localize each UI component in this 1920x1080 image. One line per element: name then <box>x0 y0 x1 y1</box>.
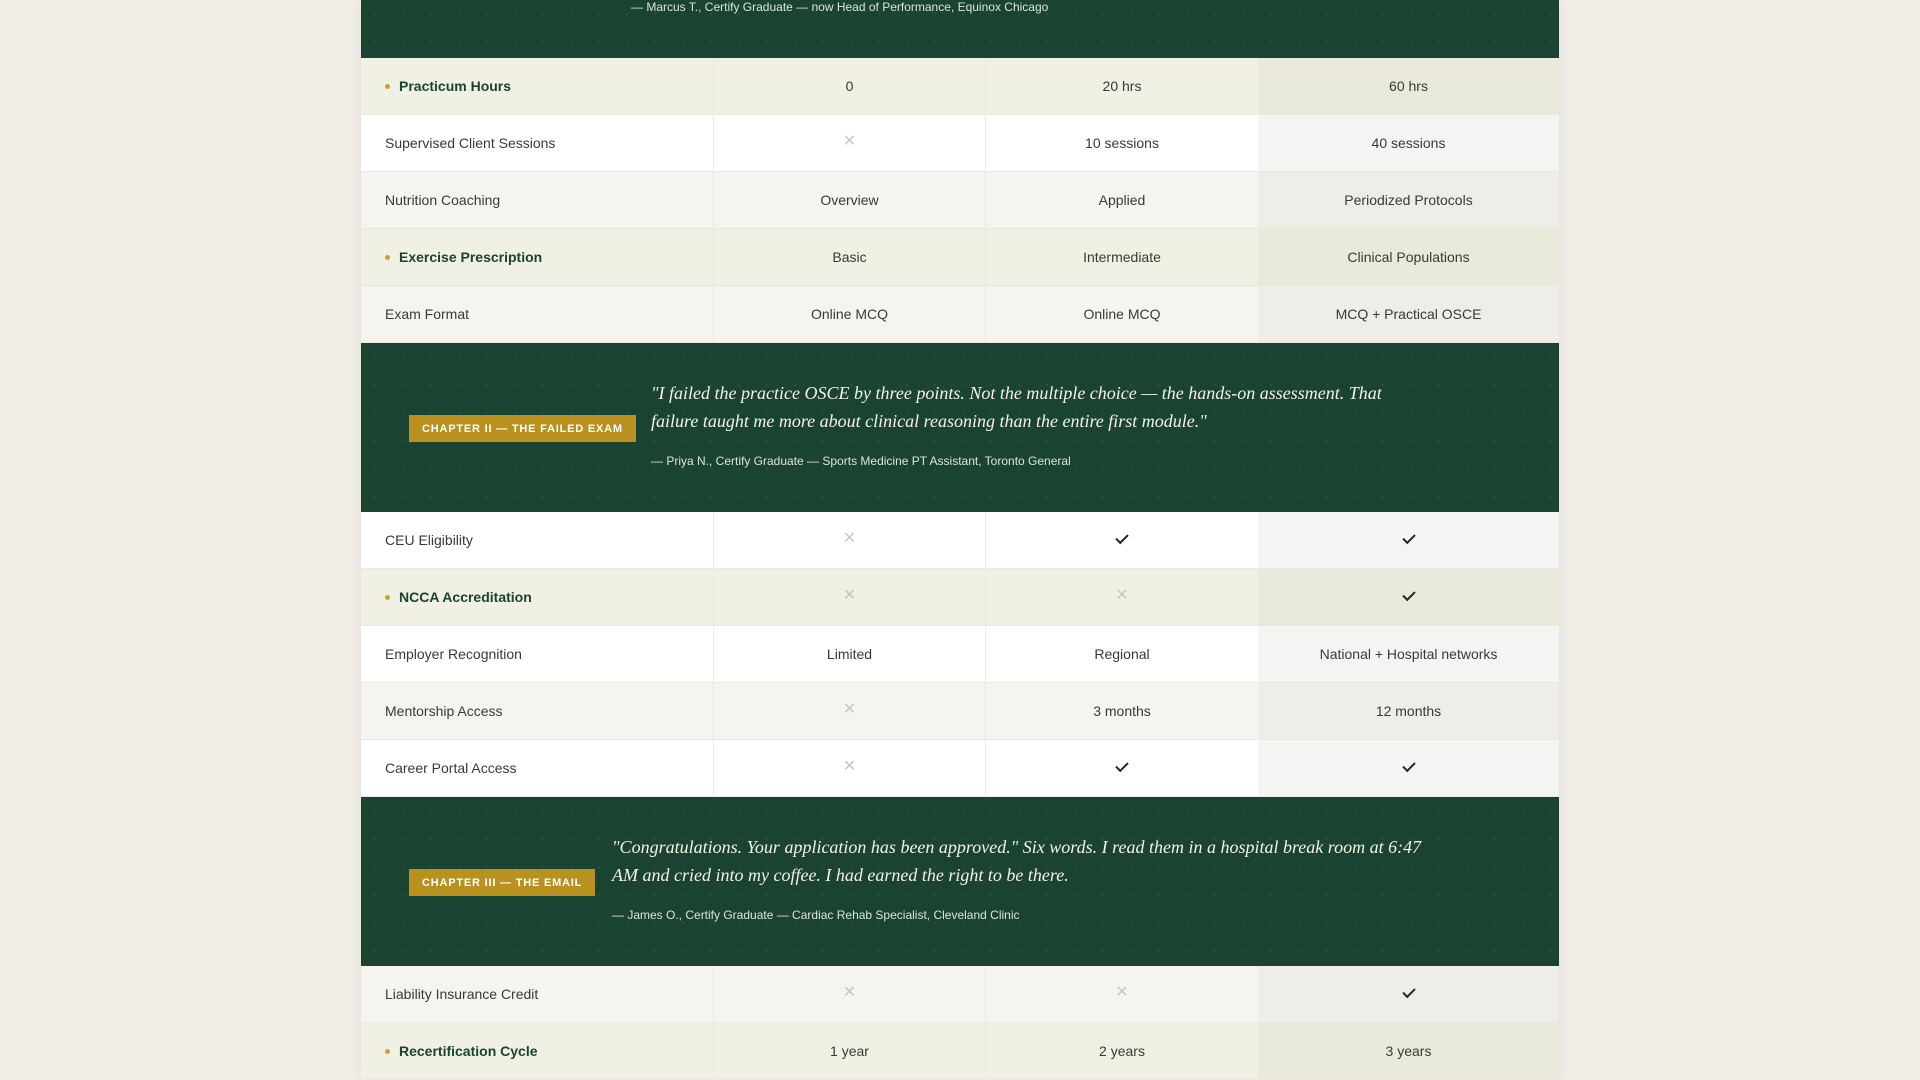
feature-cell <box>361 115 714 171</box>
value-cell <box>986 286 1258 342</box>
testimonial-attribution: — Marcus T., Certify Graduate — now Head of Performance, Equinox Chicago <box>631 0 1049 14</box>
value-cell <box>714 115 986 171</box>
testimonial-attribution: — James O., Certify Graduate — Cardiac Rehab Specialist, Cleveland Clinic <box>612 908 1020 922</box>
feature-label: CEU Eligibility <box>385 532 473 548</box>
testimonial-attribution: — Priya N., Certify Graduate — Sports Medicine PT Assistant, Toronto General <box>651 454 1071 468</box>
value-cell <box>714 229 986 285</box>
value-cell <box>986 569 1258 625</box>
cross-icon: ✕ <box>842 758 857 775</box>
value-text: Intermediate <box>1083 249 1161 265</box>
table-row <box>361 115 1559 172</box>
value-cell <box>1258 512 1559 568</box>
value-cell <box>1258 740 1559 796</box>
table-row <box>361 172 1559 229</box>
value-text: National + Hospital networks <box>1319 646 1498 662</box>
chapter-3-banner <box>361 797 1559 966</box>
table-row <box>361 626 1559 683</box>
value-cell <box>1258 626 1559 682</box>
value-cell <box>714 626 986 682</box>
value-cell <box>714 172 986 228</box>
value-cell <box>986 512 1258 568</box>
table-row <box>361 683 1559 740</box>
testimonial-banner-marcus <box>361 0 1559 58</box>
value-cell <box>714 966 986 1022</box>
value-text: Online MCQ <box>810 306 889 322</box>
feature-label: Nutrition Coaching <box>385 192 501 208</box>
check-icon <box>1402 587 1415 600</box>
feature-cell <box>361 172 714 228</box>
table-row <box>361 1023 1559 1080</box>
value-cell <box>1258 966 1559 1022</box>
value-text: Clinical Populations <box>1347 249 1470 265</box>
comparison-table-section-3 <box>361 966 1559 1080</box>
value-cell <box>986 115 1258 171</box>
feature-label: Mentorship Access <box>385 703 503 719</box>
value-cell <box>1258 569 1559 625</box>
value-text: Periodized Protocols <box>1344 192 1473 208</box>
value-cell <box>714 683 986 739</box>
feature-cell <box>361 740 714 796</box>
value-cell <box>1258 683 1559 739</box>
value-text: 10 sessions <box>1085 135 1159 151</box>
value-text: 2 years <box>1099 1043 1145 1059</box>
value-cell <box>986 683 1258 739</box>
table-row <box>361 569 1559 626</box>
testimonial-quote: "Congratulations. Your application has been approved." Six words. I read them in a hospital break room at 6:47 AM and cried into my coffee. I had earned the right to be there. <box>612 837 1422 885</box>
table-row <box>361 966 1559 1023</box>
value-text: 40 sessions <box>1371 135 1446 151</box>
value-text: 20 hrs <box>1102 78 1142 94</box>
feature-cell <box>361 569 714 625</box>
value-cell <box>1258 229 1559 285</box>
chapter-2-banner <box>361 343 1559 512</box>
feature-label: Career Portal Access <box>385 760 517 776</box>
cross-icon: ✕ <box>842 133 857 150</box>
value-cell <box>1258 115 1559 171</box>
feature-cell <box>361 512 714 568</box>
value-text: 60 hrs <box>1389 78 1428 94</box>
check-icon <box>1115 530 1128 543</box>
highlight-dot-icon <box>385 1049 390 1054</box>
feature-label: Practicum Hours <box>399 78 512 94</box>
chapter-badge: CHAPTER II — THE FAILED EXAM <box>409 415 636 442</box>
cross-icon: ✕ <box>842 530 857 547</box>
value-cell <box>714 569 986 625</box>
feature-cell <box>361 58 714 114</box>
value-text: 1 year <box>830 1043 869 1059</box>
cross-icon: ✕ <box>842 701 857 718</box>
value-text: 12 months <box>1375 703 1442 719</box>
value-text: Overview <box>820 192 879 208</box>
value-cell <box>1258 1023 1559 1079</box>
value-cell <box>986 626 1258 682</box>
highlight-dot-icon <box>385 84 390 89</box>
value-cell <box>986 58 1258 114</box>
feature-cell <box>361 286 714 342</box>
feature-cell <box>361 626 714 682</box>
value-cell <box>714 286 986 342</box>
value-cell <box>986 1023 1258 1079</box>
value-text: 3 months <box>1093 703 1151 719</box>
table-row <box>361 229 1559 286</box>
value-cell <box>986 229 1258 285</box>
value-text: 3 years <box>1385 1043 1432 1059</box>
feature-label: Supervised Client Sessions <box>385 135 556 151</box>
value-cell <box>986 740 1258 796</box>
value-text: Limited <box>826 646 873 662</box>
value-cell <box>714 1023 986 1079</box>
feature-cell <box>361 683 714 739</box>
feature-label: Exam Format <box>385 306 470 322</box>
value-text: Online MCQ <box>1083 306 1161 322</box>
value-cell <box>1258 58 1559 114</box>
value-cell <box>714 58 986 114</box>
highlight-dot-icon <box>385 255 390 260</box>
feature-label: NCCA Accreditation <box>399 589 532 605</box>
feature-cell <box>361 1023 714 1079</box>
feature-label: Recertification Cycle <box>399 1043 538 1059</box>
testimonial-quote: "I failed the practice OSCE by three points. Not the multiple choice — the hands-on assessment. That failure taught me more about clinical reasoning than the entire first module." <box>651 383 1382 431</box>
value-cell <box>986 966 1258 1022</box>
value-text: Regional <box>1094 646 1150 662</box>
value-text: Applied <box>1098 192 1146 208</box>
check-icon <box>1402 758 1415 771</box>
value-text: Basic <box>832 249 867 265</box>
check-icon <box>1402 530 1415 543</box>
feature-cell <box>361 229 714 285</box>
table-row <box>361 286 1559 343</box>
feature-label: Liability Insurance Credit <box>385 986 539 1002</box>
value-cell <box>986 172 1258 228</box>
check-icon <box>1115 758 1128 771</box>
feature-label: Exercise Prescription <box>399 249 543 265</box>
table-row <box>361 740 1559 797</box>
value-cell <box>714 512 986 568</box>
cross-icon: ✕ <box>842 587 857 604</box>
comparison-page <box>361 0 1559 1080</box>
table-row <box>361 512 1559 569</box>
value-cell <box>1258 286 1559 342</box>
feature-cell <box>361 966 714 1022</box>
chapter-badge: CHAPTER III — THE EMAIL <box>409 869 595 896</box>
value-text: 0 <box>845 78 854 94</box>
comparison-table-section-2 <box>361 512 1559 797</box>
table-row <box>361 58 1559 115</box>
comparison-table-section-1 <box>361 58 1559 343</box>
value-cell <box>714 740 986 796</box>
highlight-dot-icon <box>385 595 390 600</box>
cross-icon: ✕ <box>842 984 857 1001</box>
cross-icon: ✕ <box>1115 984 1129 1001</box>
value-cell <box>1258 172 1559 228</box>
cross-icon: ✕ <box>1115 587 1129 604</box>
value-text: MCQ + Practical OSCE <box>1335 306 1482 322</box>
check-icon <box>1402 984 1415 997</box>
feature-label: Employer Recognition <box>385 646 522 662</box>
